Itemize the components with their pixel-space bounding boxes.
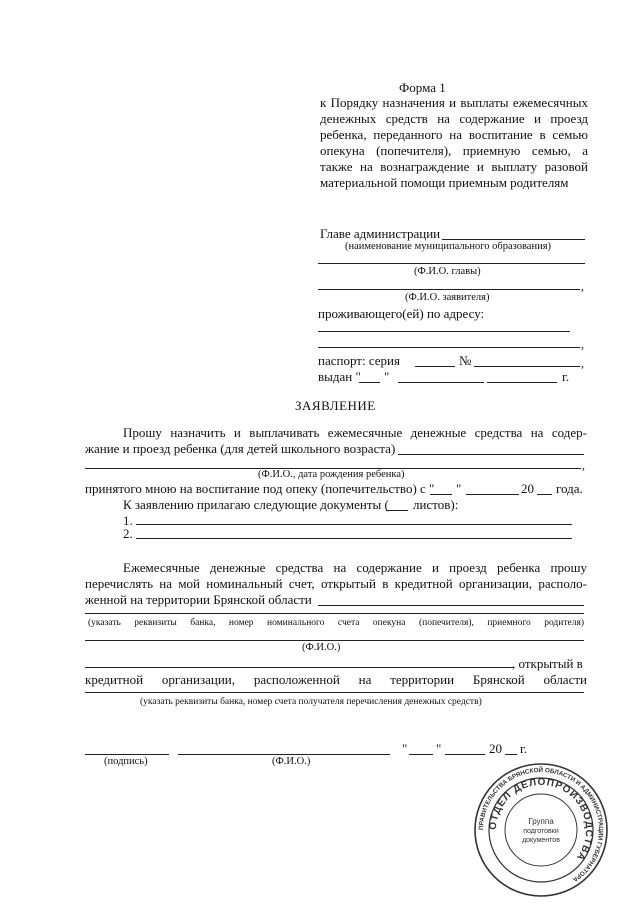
- sig-year-prefix: 20: [489, 741, 502, 756]
- custody-month-field[interactable]: [466, 494, 519, 495]
- applicant-comma: ,: [581, 279, 584, 293]
- stamp-inner-text: ОТДЕЛ ДЕЛОПРОИЗВОДСТВА: [487, 776, 595, 863]
- header-line: ребенка, переданного на воспитание в семью: [320, 127, 588, 142]
- stamp-outer-text: ПРАВИТЕЛЬСТВА БРЯНСКОЙ ОБЛАСТИ И АДМИНИСТРАЦИИ ГУБЕРНАТОРА: [477, 766, 605, 883]
- header-line: денежных средств на содержание и проезд: [320, 111, 588, 126]
- head-label: Главе администрации: [320, 226, 441, 241]
- applicant-caption: (Ф.И.О. заявителя): [405, 292, 490, 303]
- signature-fio-caption: (Ф.И.О.): [272, 756, 311, 767]
- bank-caption: (указать реквизиты банка, номер номинального счета опекуна (попечителя), приемного родителя): [88, 618, 584, 628]
- issued-quote: ": [384, 369, 390, 384]
- opened-in: , открытый в: [512, 656, 583, 671]
- child-comma: ,: [582, 458, 585, 472]
- sig-quote-close: ": [436, 741, 442, 756]
- head-name-field[interactable]: [318, 263, 585, 264]
- p1-line1: Прошу назначить и выплачивать ежемесячные денежные средства на содер-: [123, 425, 587, 440]
- p2-line3: женной на территории Брянской области: [85, 592, 312, 607]
- attach-item-2-field[interactable]: [136, 538, 572, 539]
- issued-year-field[interactable]: [487, 382, 557, 383]
- custody-day-field[interactable]: [430, 494, 452, 495]
- custody-quote: ": [456, 481, 462, 496]
- p1-line2: жание и проезд ребенка (для детей школьного возраста): [85, 441, 396, 456]
- passport-number-field[interactable]: [474, 366, 580, 367]
- recipient-field-2[interactable]: [85, 692, 584, 693]
- attach-item-2-label: 2.: [123, 526, 133, 541]
- form-title: Форма 1: [399, 80, 446, 95]
- residing-label: проживающего(ей) по адресу:: [318, 306, 485, 321]
- issued-day-field[interactable]: [359, 382, 380, 383]
- header-line: также на вознаграждение и выплату разовой: [320, 159, 588, 174]
- issued-month-field[interactable]: [398, 382, 484, 383]
- stamp-center-3: документов: [522, 837, 560, 844]
- signature-field[interactable]: [85, 754, 169, 755]
- child-field-1[interactable]: [398, 454, 584, 455]
- address-comma: ,: [581, 337, 584, 351]
- attach-item-1-label: 1.: [123, 513, 133, 528]
- recipient-field-1[interactable]: [85, 667, 514, 668]
- number-sign: №: [459, 353, 472, 368]
- custody-year-suffix: года.: [556, 481, 583, 496]
- address-field-1[interactable]: [318, 331, 570, 332]
- custody-year-prefix: 20: [521, 481, 534, 496]
- sig-day-field[interactable]: [409, 754, 433, 755]
- bank-field-2[interactable]: [85, 613, 584, 614]
- sig-year-field[interactable]: [505, 754, 517, 755]
- municipality-caption: (наименование муниципального образования): [345, 241, 552, 252]
- p2-line1: Ежемесячные денежные средства на содержание и проезд ребенка прошу: [123, 560, 587, 575]
- child-caption: (Ф.И.О., дата рождения ребенка): [258, 469, 405, 480]
- fio-caption: (Ф.И.О.): [302, 642, 341, 653]
- stamp-center-1: Группа: [528, 817, 554, 826]
- header-line: материальной помощи приемным родителям: [320, 175, 569, 190]
- p2-line2: перечислять на мой номинальный счет, открытый в кредитной организации, располо-: [85, 576, 587, 591]
- stamp-center-2: подготовки: [523, 828, 559, 835]
- municipality-field[interactable]: [442, 239, 585, 240]
- custody-line: принятого мною на воспитание под опеку (попечительство) с ": [85, 481, 435, 496]
- custody-year-field[interactable]: [537, 494, 552, 495]
- attach-line: К заявлению прилагаю следующие документы (: [123, 497, 389, 512]
- credit-line: кредитной организации, расположенной на территории Брянской области: [85, 672, 587, 687]
- office-stamp: [473, 762, 609, 898]
- header-line: опекуна (попечителя), приемную семью, а: [320, 143, 588, 158]
- passport-label: паспорт: серия: [318, 353, 400, 368]
- passport-comma: ,: [581, 356, 584, 370]
- signature-fio-field[interactable]: [178, 754, 390, 755]
- attach-count-field[interactable]: [386, 510, 408, 511]
- recipient-caption: (указать реквизиты банка, номер счета получателя перечисления денежных средств): [140, 697, 482, 707]
- signature-caption: (подпись): [104, 756, 148, 767]
- issued-label: выдан ": [318, 369, 361, 384]
- fio-field[interactable]: [85, 640, 584, 641]
- sig-quote-open: ": [402, 741, 408, 756]
- document-title: ЗАЯВЛЕНИЕ: [295, 398, 376, 413]
- sig-month-field[interactable]: [445, 754, 485, 755]
- issued-year-suffix: г.: [562, 369, 570, 384]
- sig-year-suffix: г.: [520, 741, 528, 756]
- bank-field-1[interactable]: [318, 605, 584, 606]
- address-field-2[interactable]: [318, 347, 580, 348]
- passport-series-field[interactable]: [415, 366, 455, 367]
- attach-line-end: листов):: [413, 497, 459, 512]
- attach-item-1-field[interactable]: [136, 524, 572, 525]
- applicant-field[interactable]: [318, 289, 580, 290]
- head-name-caption: (Ф.И.О. главы): [414, 266, 481, 277]
- header-line: к Порядку назначения и выплаты ежемесячных: [320, 95, 588, 110]
